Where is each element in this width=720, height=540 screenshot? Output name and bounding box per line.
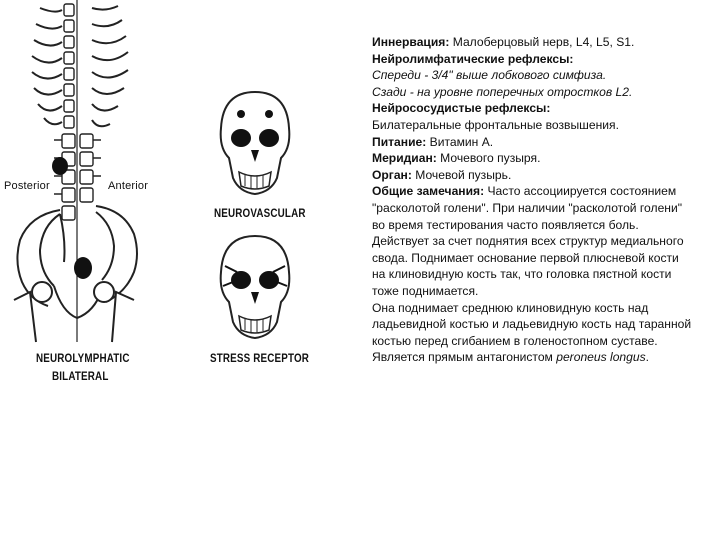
skull-stress-receptor (215, 232, 295, 342)
innervation-line: Иннервация: Малоберцовый нерв, L4, L5, S1. (372, 35, 635, 49)
neurovasc-value: Билатеральные фронтальные возвышения. (372, 117, 619, 132)
skull-neurovascular (215, 88, 295, 198)
posterior-reflex-point (52, 157, 68, 175)
ribs-right (92, 6, 128, 126)
neurovasc-heading: Нейрососудистые рефлексы: (372, 101, 551, 116)
label-anterior: Anterior (108, 180, 149, 192)
ribs-left (32, 8, 62, 124)
front-line: Спереди - 3/4" выше лобкового симфиза. (372, 68, 607, 83)
neurolymph-heading: Нейролимфатические рефлексы: (372, 51, 574, 66)
frontal-eminence-left (237, 110, 245, 118)
label-posterior: Posterior (4, 180, 50, 192)
caption-stress-receptor: STRESS RECEPTOR (210, 351, 310, 365)
remarks-paragraph-2: Она поднимает среднюю клиновидную кость над ладьевидной костью и ладьевидную кость над таранной костью перед сгибанием в голеностопном суставе. (372, 300, 692, 348)
caption-bilateral: BILATERAL (52, 369, 109, 383)
frontal-eminence-right (265, 110, 273, 118)
back-line: Сзади - на уровне поперечных отростков L2. (372, 84, 633, 99)
caption-neurolymphatic: NEUROLYMPHATIC (36, 351, 130, 365)
organ-line: Орган: Мочевой пузырь. (372, 167, 512, 182)
description-text (372, 34, 692, 366)
skeleton-figure (0, 0, 170, 345)
femur-heads (14, 282, 134, 342)
meridian-line: Меридиан: Мочевого пузыря. (372, 151, 541, 166)
nutrition-line: Питание: Витамин А. (372, 134, 494, 149)
anterior-reflex-point (74, 257, 92, 279)
antagonist-line: Является прямым антагонистом peroneus longus. (372, 350, 650, 365)
caption-neurovascular: NEUROVASCULAR (214, 206, 306, 220)
remarks-paragraph: Общие замечания: Часто ассоциируется состоянием "расколотой голени". При наличии "расколотой голени" во время тестирования часто появляется боль. Действует за счет поднятия всех структур медиального свода. Поднимает основание первой плюсневой кости на клиновидную кость так, что головка пястной кости тоже поднимается. (372, 184, 684, 298)
